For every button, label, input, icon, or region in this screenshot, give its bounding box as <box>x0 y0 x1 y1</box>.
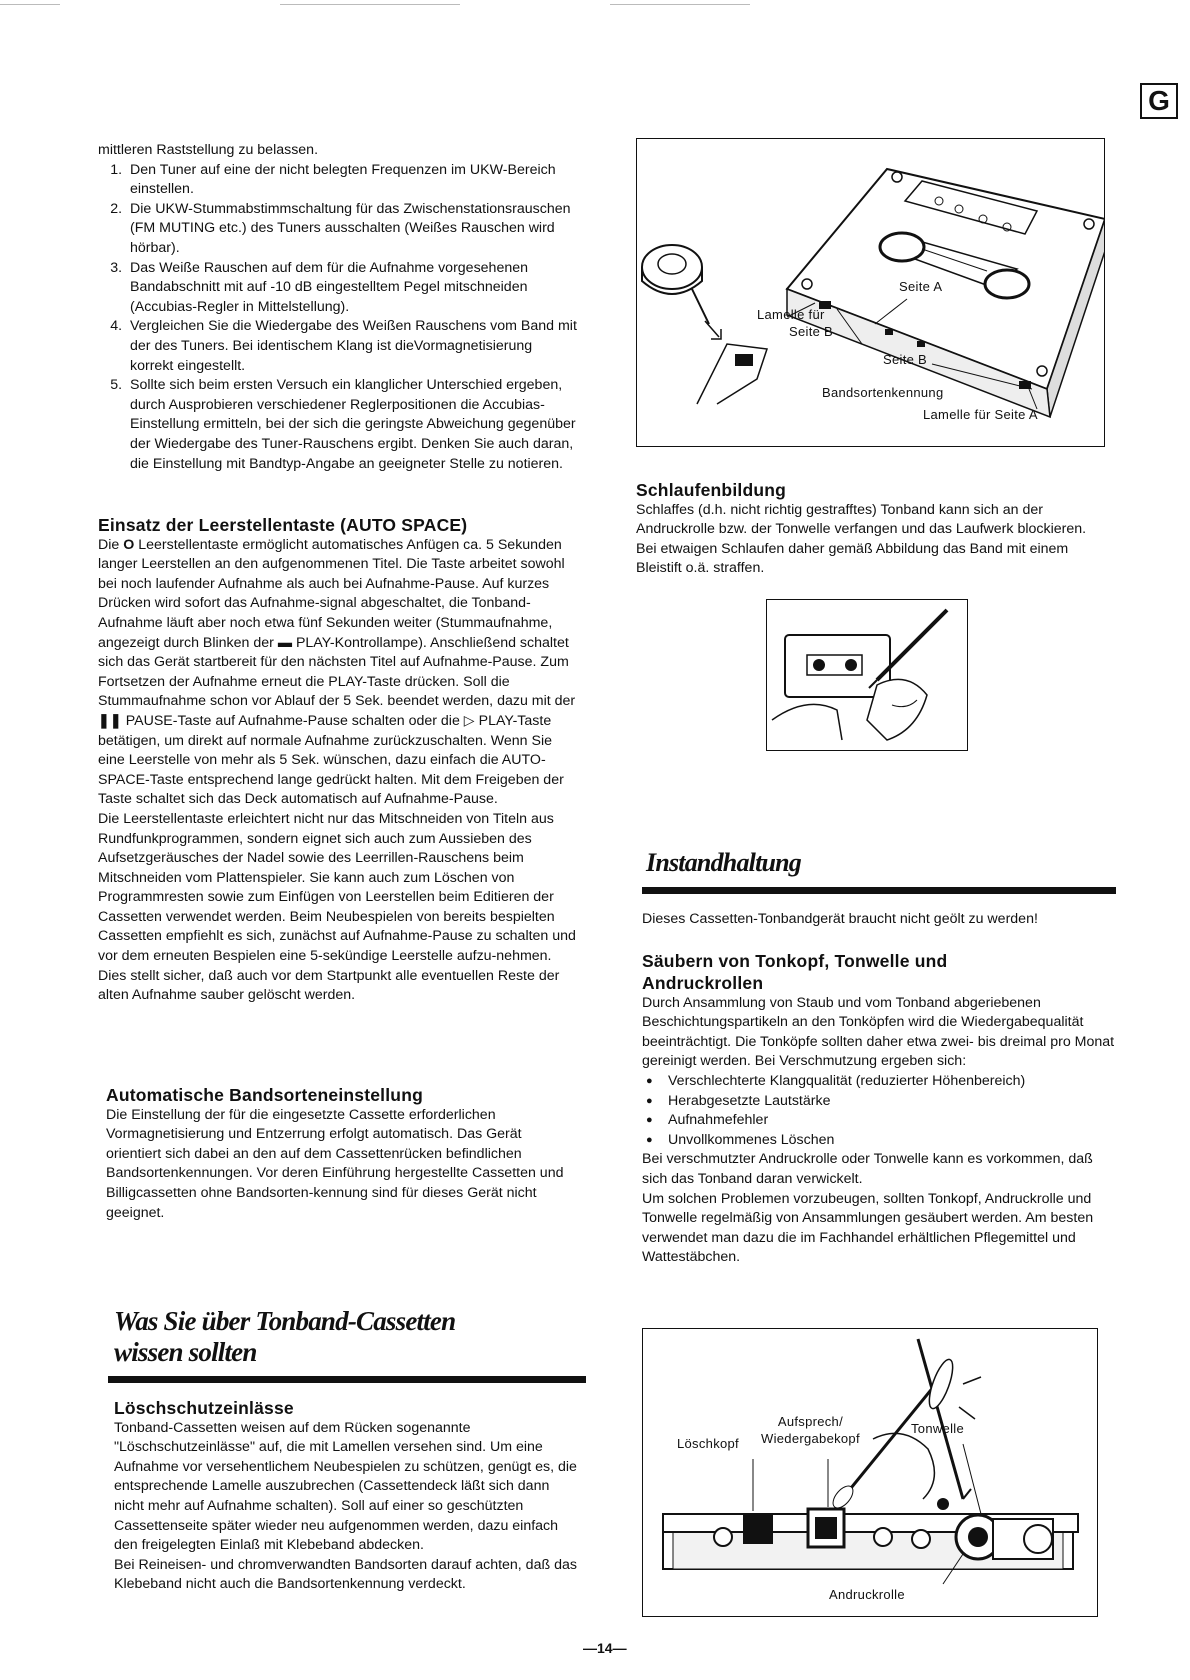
text-run: Die <box>98 536 124 553</box>
label-line: Lamelle für <box>757 307 825 322</box>
cassette-tab-figure <box>636 138 1105 447</box>
play-symbol-icon: ▷ <box>463 712 475 729</box>
auto-tape-heading: Automatische Bandsorteneinstellung <box>106 1085 423 1105</box>
title-line: wissen sollten <box>114 1337 257 1367</box>
page-number: —14— <box>583 1640 627 1656</box>
tape-section-title <box>114 1306 455 1368</box>
text-run: PLAY-Kontrollampe). Anschließend schaltet sich das Gerät startbereit für den nächsten Titel auf Aufnahme-Pause. Zum Fortsetzen der Aufnahme erneut die PLAY-Taste drücken. Soll die Stummaufnahme schon vor Ablauf der 5 Sek. beendet werden, dazu mit der <box>98 634 576 710</box>
label-andruckrolle: Andruckrolle <box>829 1587 905 1602</box>
label-seite-a: Seite A <box>899 279 943 294</box>
instand-intro: Dieses Cassetten-Tonbandgerät braucht nicht geölt zu werden! <box>642 911 1038 927</box>
label-seite-b: Seite B <box>883 352 928 367</box>
auto-space-paragraph-2: Die Leerstellentaste erleichtert nicht nur das Mitschneiden von Titeln aus Rundfunkprogrammen, sondern eignet sich auch zum Aussieben des Aufsetzgeräusches der Nadel sowie des Leerrillen-Rauschens beim Mitschneiden vom Plattenspieler. Sie kann auch zum Löschen von Programmresten sowie zum Einfügen von Leerstellen beim Editieren der Cassetten verwendet werden. Beim Neubespielen von bereits bespielten Cassetten empfiehlt es sich, zunächst auf Aufnahme-Pause zu schalten und vor dem erneuten Bespielen eine 5-sekündige Leerstelle aufzu-nehmen. Dies stellt sicher, daß auch vor dem Startpunkt alle eventuellen Reste der alten Aufnahme sauber gelöscht werden. <box>98 810 576 1004</box>
step-item: 5. Sollte sich beim ersten Versuch ein klanglicher Unterschied ergeben, durch Ausprobieren verschiedener Reglerpositionen die Accubias-Einstellung ermitteln, bei der sich die geringste Abweichung gegenüber der Wiedergabe des Tuner-Rauschens ergibt. Denken Sie auch daran, die Einstellung mit Bandtyp-Angabe an geeigneter Stelle zu notieren. <box>126 376 578 474</box>
cleaning-heading <box>642 950 1116 994</box>
auto-space-section <box>98 516 578 1006</box>
instand-section <box>642 910 1116 1268</box>
label-loeschkopf: Löschkopf <box>677 1436 739 1451</box>
step-item: 2. Die UKW-Stummabstimmschaltung für das Zwischenstationsrauschen (FM MUTING etc.) des Tuners ausschalten (Weißes Rauschen wird hörbar). <box>126 200 578 259</box>
step-item: 3. Das Weiße Rauschen auf dem für die Aufnahme vorgesehenen Bandabschnitt mit auf -10 dB eingestelltem Pegel mitschneiden (Accubias-Regler in Mittelstellung). <box>126 259 578 318</box>
title-line: Was Sie über Tonband-Cassetten <box>114 1306 456 1336</box>
cleaning-paragraph-3: Um solchen Problemen vorzubeugen, sollten Tonkopf, Andruckrolle und Tonwelle regelmäßig von Ansammlungen gesäubert werden. Am besten verwendet man dazu die im Fachhandel erhältlichen Pflegemittel und Wattestäbchen. <box>642 1190 1094 1266</box>
intro-section <box>98 141 578 474</box>
dash-symbol-icon: ▬ <box>277 634 293 651</box>
scan-edge-line <box>0 4 60 5</box>
text-run: PAUSE-Taste auf Aufnahme-Pause schalten oder die <box>121 712 464 729</box>
schlaufen-paragraph: Schlaffes (d.h. nicht richtig gestrafftes) Tonband kann sich an der Andruckrolle bzw. der Tonwelle verfangen und das Laufwerk blockieren. Bei etwaigen Schlaufen daher gemäß Abbildung das Band mit einem Bleistift o.ä. straffen. <box>636 501 1087 577</box>
step-item: 1. Den Tuner auf eine der nicht belegten Frequenzen im UKW-Bereich einstellen. <box>126 161 578 200</box>
schlaufen-section <box>636 481 1106 579</box>
pencil-illustration <box>767 600 967 750</box>
label-bandsortenkennung: Bandsortenkennung <box>822 385 944 400</box>
text-run: PLAY-Taste betätigen, um direkt auf normale Aufnahme zurückzuschalten. Wenn Sie eine Leerstelle von mehr als 5 Sek. wünschen, dazu einfach die AUTO-SPACE-Taste entsprechend lange gedrückt halten. Mit dem Freigeben der Taste schaltet sich das Deck automatisch auf Aufnahme-Pause. <box>98 712 564 808</box>
intro-lead: mittleren Raststellung zu belassen. <box>98 142 319 158</box>
auto-tape-paragraph: Die Einstellung der für die eingesetzte Cassette erforderlichen Vormagnetisierung und Entzerrung erfolgt automatisch. Das Gerät orientiert sich dabei an den auf dem Cassettenrücken befindlichen Bandsortenkennungen. Vor deren Einführung hergestellte Cassetten und Billigcassetten ohne Bandsorten-kennung sind für dieses Gerät nicht geeignet. <box>106 1106 564 1221</box>
auto-space-symbol-icon: O <box>123 536 135 553</box>
list-item: ● Unvollkommenes Löschen <box>668 1131 1116 1151</box>
loeschschutz-heading: Löschschutzeinlässe <box>114 1398 294 1418</box>
scan-edge-line <box>610 4 750 5</box>
pause-symbol-icon: ❚❚ <box>98 712 122 729</box>
symptom-list <box>642 1072 1116 1150</box>
loeschschutz-paragraph: Tonband-Cassetten weisen auf dem Rücken sogenannte "Löschschutzeinlässe" auf, die mit Lamellen versehen sind. Um eine Aufnahme vor versehentlichem Neubespielen zu schützen, genügt es, die entsprechende Lamelle auszubrechen (Cassettendeck läßt sich dann nicht mehr auf Aufnahme schalten). Soll auf einer so geschützten Cassettenseite später wieder neu aufgenommen werden, dazu einfach den freigelegten Einlaß mit Klebeband abdecken. <box>114 1419 577 1554</box>
auto-space-paragraph <box>98 536 578 810</box>
heading-line: Andruckrollen <box>642 972 764 993</box>
cleaning-paragraph: Durch Ansammlung von Staub und vom Tonband abgeriebenen Beschichtungspartikeln an den Tonköpfen wird die Wiedergabequalität beeinträchtigt. Die Tonköpfe sollten daher etwa zwei- bis dreimal pro Monat gereinigt werden. Bei Verschmutzung ergeben sich: <box>642 994 1115 1070</box>
label-line: Aufsprech/ <box>777 1414 844 1429</box>
step-list <box>98 161 578 475</box>
auto-space-heading: Einsatz der Leerstellentaste (AUTO SPACE) <box>98 515 468 535</box>
heading-line: Säubern von Tonkopf, Tonwelle und <box>642 950 948 971</box>
list-item: ● Herabgesetzte Lautstärke <box>668 1092 1116 1112</box>
heads-illustration <box>643 1329 1097 1616</box>
label-tonwelle: Tonwelle <box>911 1421 964 1436</box>
loeschschutz-paragraph-2: Bei Reineisen- und chromverwandten Bandsorten darauf achten, daß das Klebeband nicht auch die Bandsortenkennung verdeckt. <box>114 1556 577 1593</box>
page-badge: G <box>1140 83 1178 119</box>
tape-section <box>114 1399 580 1595</box>
heads-figure <box>642 1328 1098 1617</box>
schlaufen-heading: Schlaufenbildung <box>636 480 787 500</box>
cleaning-paragraph-2: Bei verschmutzter Andruckrolle oder Tonwelle kann es vorkommen, daß sich das Tonband daran verwickelt. <box>642 1151 1093 1187</box>
label-aufsprech-kopf <box>761 1413 860 1447</box>
label-line: Wiedergabekopf <box>761 1431 860 1446</box>
step-item: 4. Vergleichen Sie die Wiedergabe des Weißen Rauschens vom Band mit der des Tuners. Bei identischem Klang ist dieVormagnetisierung korrekt eingestellt. <box>126 317 578 376</box>
pencil-figure <box>766 599 968 751</box>
instand-title: Instandhaltung <box>646 848 802 877</box>
label-line: Seite B <box>789 324 834 339</box>
list-item: ● Aufnahmefehler <box>668 1111 1116 1131</box>
list-item: ● Verschlechterte Klangqualität (reduzierter Höhenbereich) <box>668 1072 1116 1092</box>
scan-edge-line <box>280 4 460 5</box>
label-lamelle-b <box>757 306 833 340</box>
label-lamelle-a: Lamelle für Seite A <box>923 407 1038 422</box>
section-rule <box>642 887 1116 894</box>
section-rule <box>108 1376 586 1383</box>
text-run: Leerstellentaste ermöglicht automatisches Anfügen ca. 5 Sekunden langer Leerstellen an den aufgenommenen Titel. Die Taste arbeitet sowohl bei noch laufender Aufnahme als auch bei Aufnahme-Pause. Auf kurzes Drücken wird sofort das Aufnahme-signal abgeschaltet, die Tonband-Aufnahme läuft aber noch etwa fünf Sekunden weiter (Stummaufnahme, angezeigt durch Blinken der <box>98 536 565 651</box>
auto-tape-section <box>106 1086 578 1223</box>
